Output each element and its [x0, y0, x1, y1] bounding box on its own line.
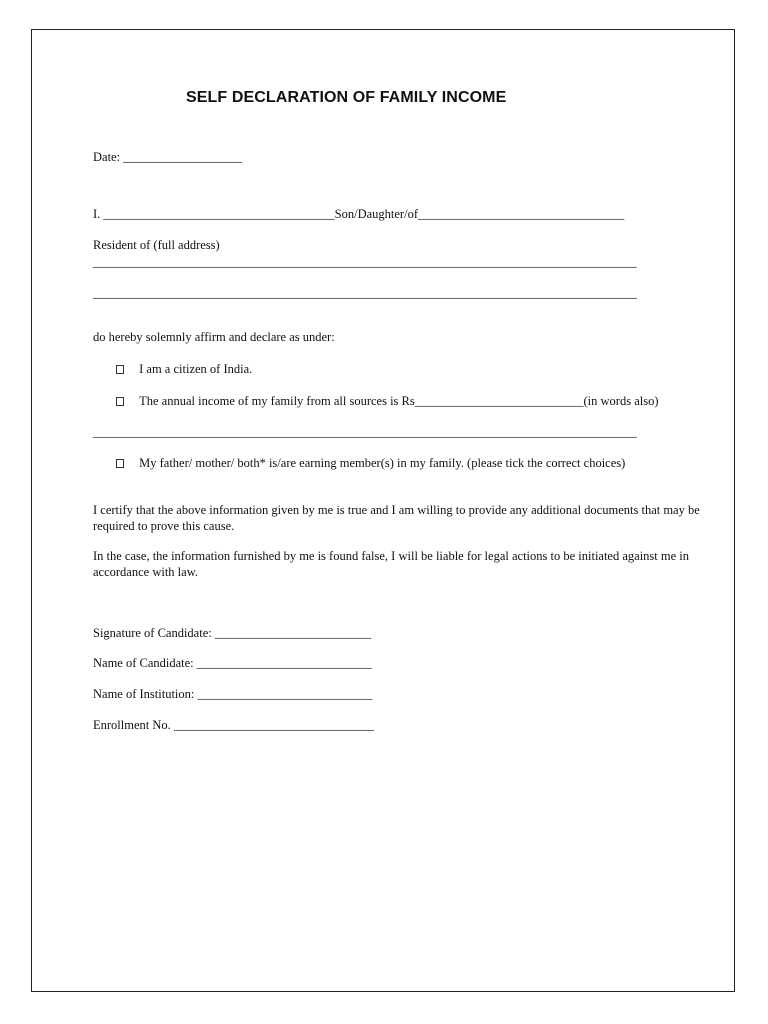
declaration-item-text: The annual income of my family from all sources is Rs___________________________(in words also) [139, 394, 659, 408]
name-parent-field: I. _____________________________________Son/Daughter/of_________________________________ [93, 207, 625, 221]
address-line-1: _______________________________________________________________________________________ [93, 255, 637, 269]
certify-paragraph: I certify that the above information given by me is true and I am willing to provide any additional documents that may be required to prove this cause. [93, 503, 700, 533]
candidate-name-field: Name of Candidate: ____________________________ [93, 656, 372, 670]
false-info-paragraph: In the case, the information furnished by me is found false, I will be liable for legal actions to be initiated against me in accordance with law. [93, 549, 690, 579]
page-title: SELF DECLARATION OF FAMILY INCOME [186, 89, 507, 106]
affirm-text: do hereby solemnly affirm and declare as under: [93, 330, 335, 344]
address-line-2: _______________________________________________________________________________________ [93, 286, 637, 300]
checkbox-icon [116, 365, 124, 374]
resident-label: Resident of (full address) [93, 238, 220, 252]
signature-field: Signature of Candidate: _________________________ [93, 626, 372, 640]
declaration-item-text: I am a citizen of India. [139, 362, 253, 376]
declaration-item-citizen [116, 362, 252, 377]
date-field: Date: ___________________ [93, 150, 242, 164]
checkbox-icon [116, 397, 124, 406]
declaration-item-text: My father/ mother/ both* is/are earning member(s) in my family. (please tick the correct choices) [139, 456, 626, 470]
declaration-item-income [116, 394, 659, 409]
checkbox-icon [116, 459, 124, 468]
declaration-item-earning-members [116, 456, 625, 471]
institution-field: Name of Institution: ____________________________ [93, 687, 373, 701]
enrollment-field: Enrollment No. ________________________________ [93, 718, 374, 732]
income-words-line: _______________________________________________________________________________________ [93, 425, 637, 439]
